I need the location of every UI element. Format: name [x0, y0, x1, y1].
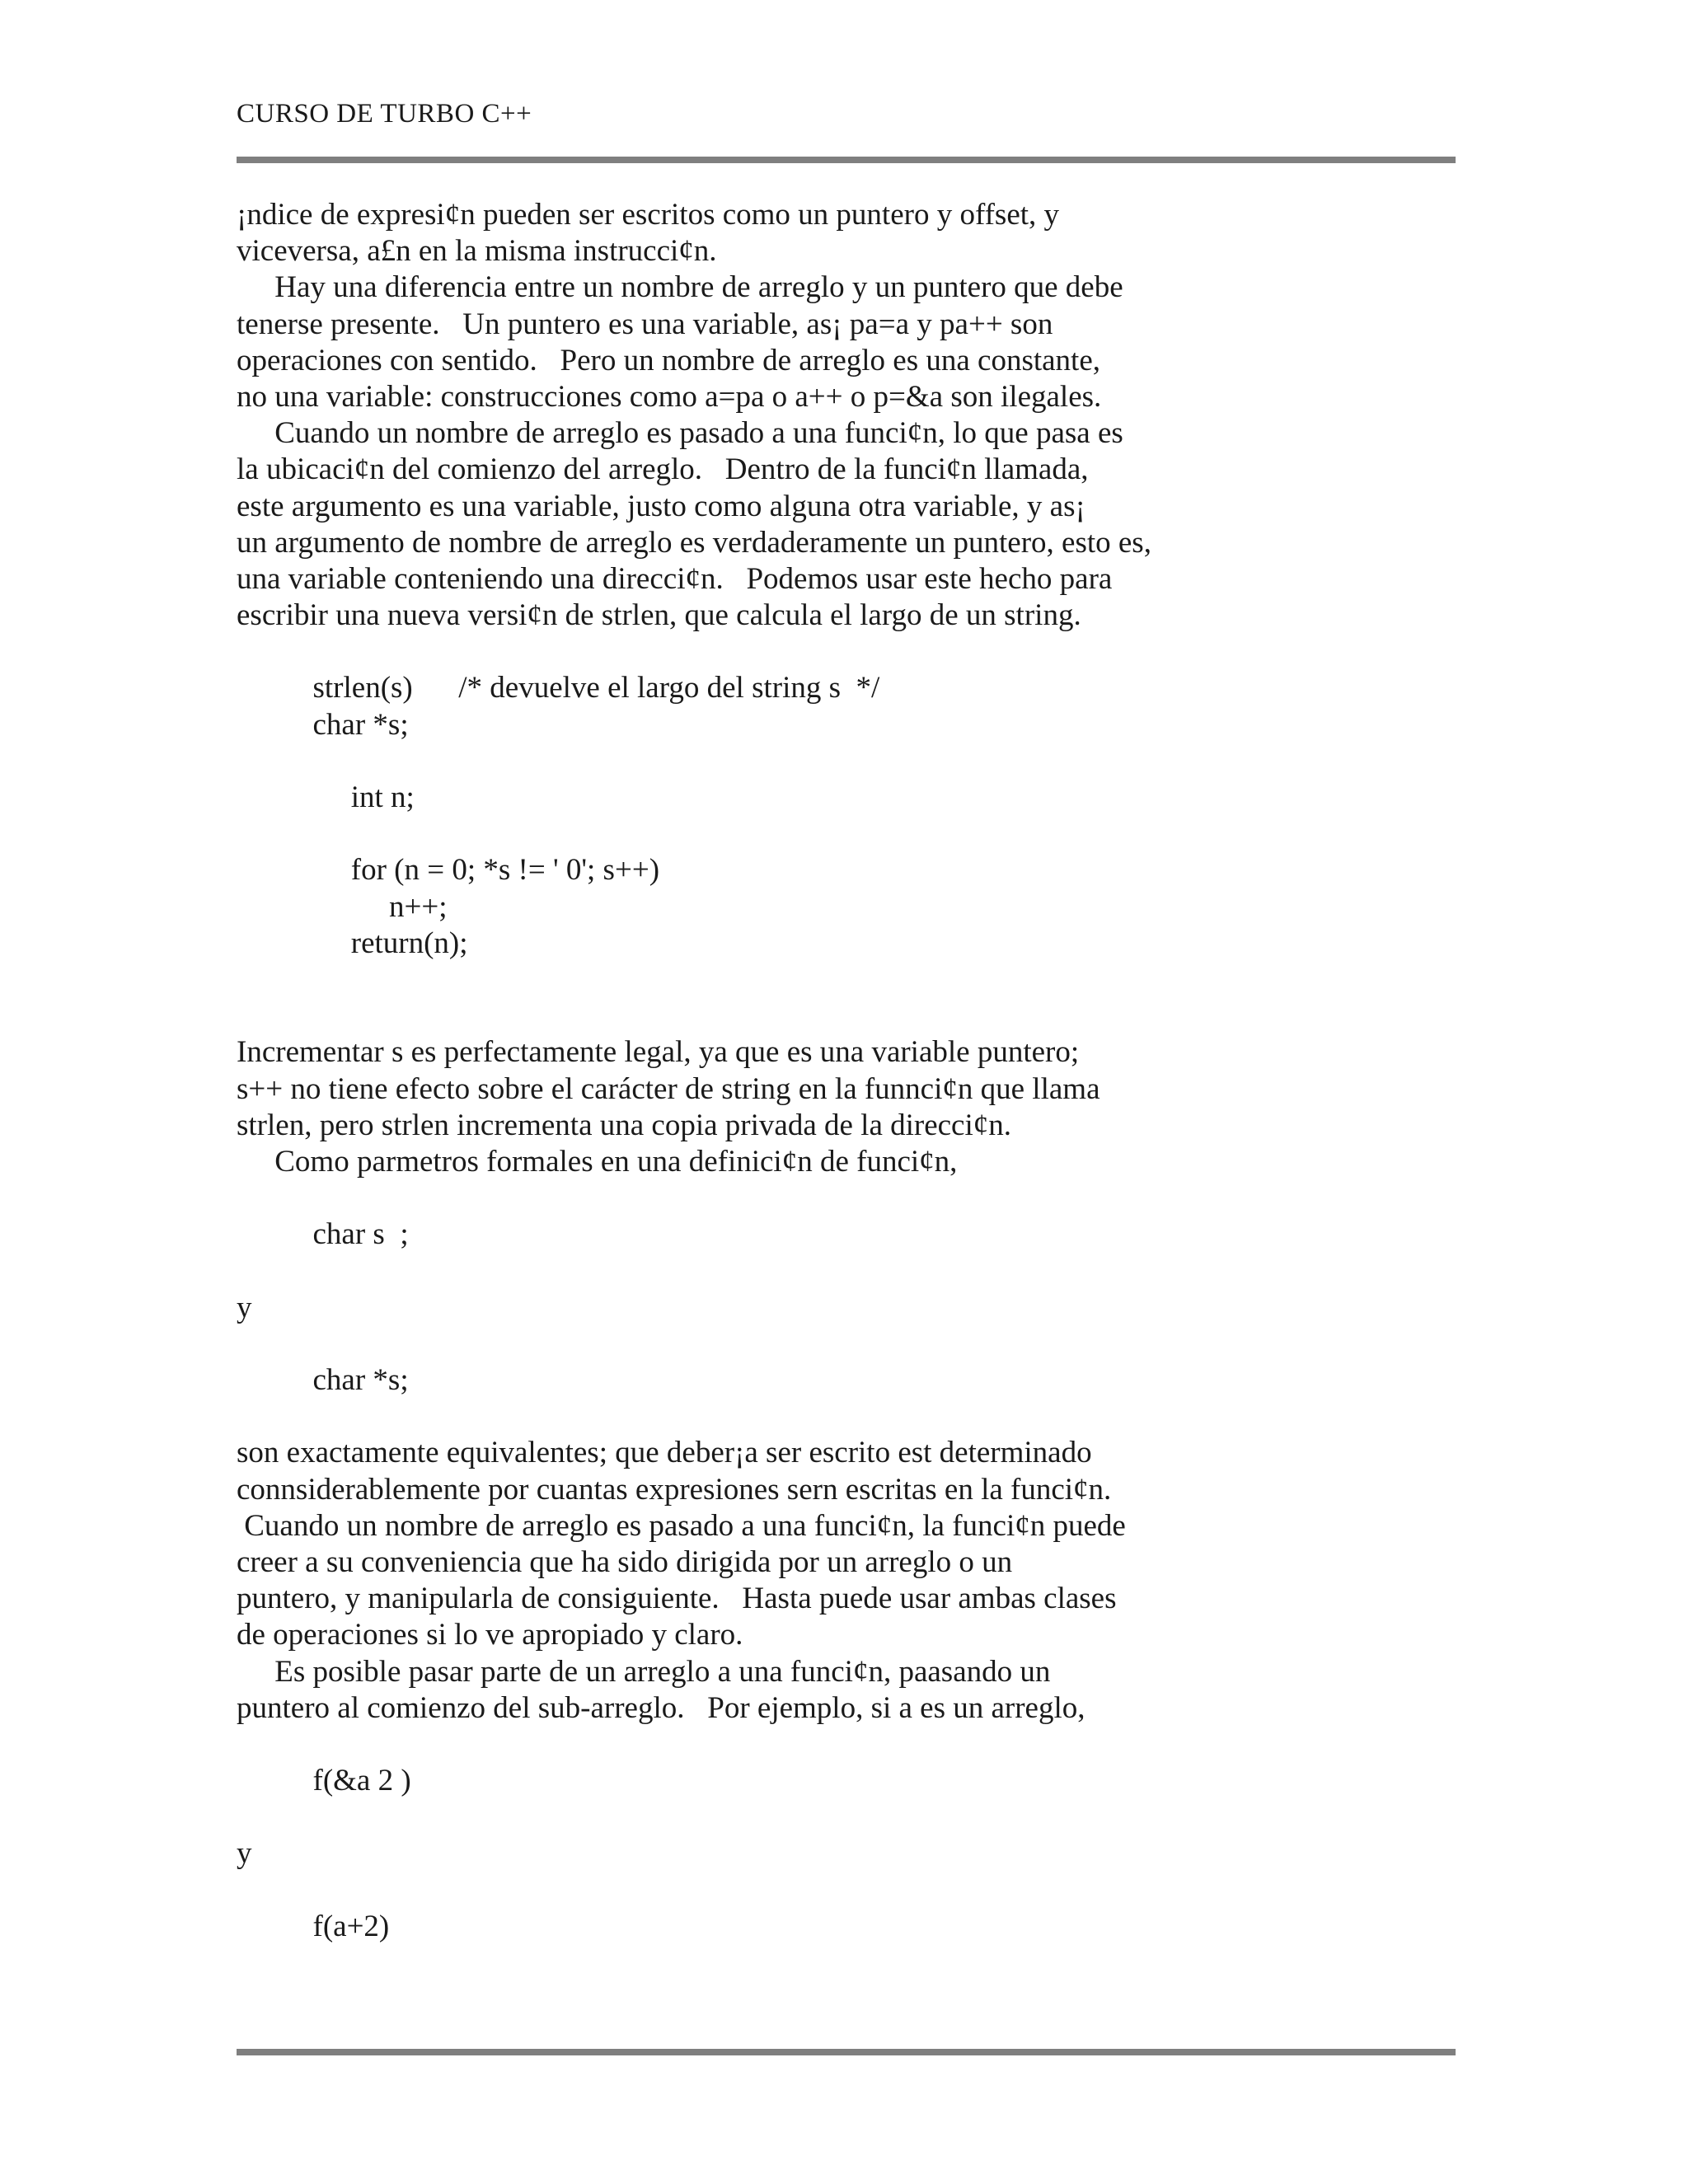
- text-line: operaciones con sentido. Pero un nombre de arreglo es una constante,: [237, 343, 1100, 377]
- text-line: Es posible pasar parte de un arreglo a una funci¢n, paasando un: [237, 1654, 1051, 1689]
- text-line: Hay una diferencia entre un nombre de arreglo y un puntero que debe: [237, 270, 1123, 305]
- text-line: no una variable: construcciones como a=pa o a++ o p=&a son ilegales.: [237, 379, 1102, 414]
- text-line: y: [237, 1290, 252, 1324]
- text-line: son exactamente equivalentes; que deber¡a ser escrito est determinado: [237, 1436, 1092, 1470]
- text-line: [237, 1253, 1473, 1289]
- text-line: Incrementar s es perfectamente legal, ya que es una variable puntero;: [237, 1035, 1080, 1070]
- text-line: [237, 1399, 1473, 1435]
- text-line: [237, 962, 1473, 998]
- text-line: [237, 816, 1473, 852]
- text-line: este argumento es una variable, justo como alguna otra variable, y as¡: [237, 489, 1085, 523]
- text-line: escribir una nueva versi¢n de strlen, que calcula el largo de un string.: [237, 598, 1081, 633]
- text-line: viceversa, a£n en la misma instrucci¢n.: [237, 234, 717, 269]
- page-header-title: CURSO DE TURBO C++: [237, 99, 532, 129]
- text-line: f(&a 2 ): [237, 1764, 411, 1798]
- text-line: f(a+2): [237, 1909, 390, 1943]
- text-line: creer a su conveniencia que ha sido dirigida por un arreglo o un: [237, 1544, 1013, 1579]
- text-line: strlen, pero strlen incrementa una copia privada de la direcci¢n.: [237, 1108, 1012, 1142]
- document-body: [237, 197, 1473, 1945]
- text-line: [237, 634, 1473, 670]
- text-line: return(n);: [237, 926, 468, 960]
- text-line: s++ no tiene efecto sobre el carácter de string en la funnci¢n que llama: [237, 1071, 1100, 1106]
- text-line: [237, 1326, 1473, 1362]
- text-line: char *s;: [237, 707, 409, 742]
- text-line: Cuando un nombre de arreglo es pasado a una funci¢n, lo que pasa es: [237, 416, 1123, 451]
- text-line: connsiderablemente por cuantas expresiones sern escritas en la funci¢n.: [237, 1472, 1112, 1507]
- text-line: char *s;: [237, 1363, 409, 1397]
- text-line: [237, 1180, 1473, 1216]
- text-line: puntero, y manipularla de consiguiente. Hasta puede usar ambas clases: [237, 1582, 1117, 1616]
- text-line: for (n = 0; *s != ' 0'; s++): [237, 853, 660, 888]
- text-line: y: [237, 1836, 252, 1871]
- text-line: n++;: [237, 889, 448, 924]
- text-line: [237, 1872, 1473, 1909]
- text-line: strlen(s) /* devuelve el largo del string s */: [237, 671, 880, 705]
- text-line: ¡ndice de expresi¢n pueden ser escritos como un puntero y offset, y: [237, 198, 1060, 232]
- footer-divider: [237, 2049, 1456, 2055]
- text-line: puntero al comienzo del sub-arreglo. Por ejemplo, si a es un arreglo,: [237, 1690, 1085, 1725]
- text-line: una variable conteniendo una direcci¢n. Podemos usar este hecho para: [237, 561, 1113, 596]
- text-line: int n;: [237, 780, 415, 814]
- text-line: [237, 743, 1473, 780]
- text-line: un argumento de nombre de arreglo es verdaderamente un puntero, esto es,: [237, 525, 1151, 560]
- text-line: la ubicaci¢n del comienzo del arreglo. Dentro de la funci¢n llamada,: [237, 452, 1089, 487]
- text-line: tenerse presente. Un puntero es una variable, as¡ pa=a y pa++ son: [237, 307, 1053, 341]
- text-line: de operaciones si lo ve apropiado y claro.: [237, 1618, 743, 1652]
- text-line: Como parmetros formales en una definici¢n de funci¢n,: [237, 1144, 958, 1179]
- text-line: [237, 1727, 1473, 1763]
- text-line: [237, 1799, 1473, 1835]
- text-line: [237, 998, 1473, 1034]
- header-divider: [237, 157, 1456, 163]
- text-line: char s ;: [237, 1217, 409, 1252]
- text-line: Cuando un nombre de arreglo es pasado a una funci¢n, la funci¢n puede: [237, 1508, 1126, 1543]
